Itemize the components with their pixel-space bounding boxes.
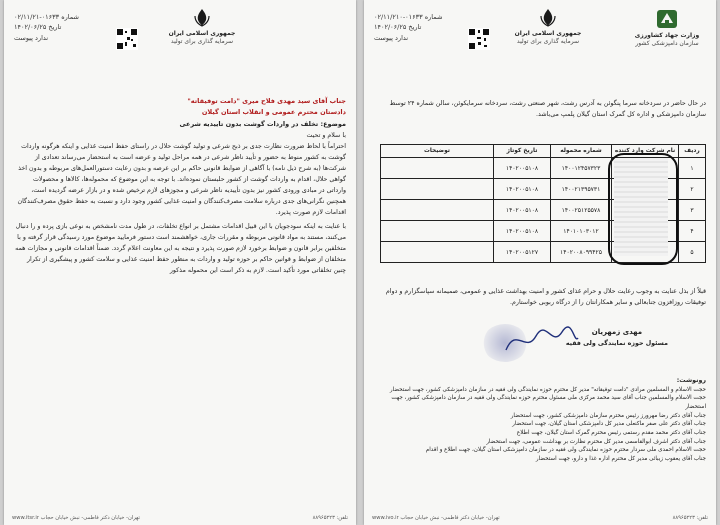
letter-page-right: [364, 0, 716, 525]
table-cell: [381, 242, 494, 263]
table-cell: [381, 221, 494, 242]
signatory-name: مهدی زمهریان: [591, 328, 643, 336]
org-name: جمهوری اسلامی ایران: [168, 30, 236, 37]
table-cell: ۱۴۰۲۰۰۵۱۰۸: [494, 221, 551, 242]
iran-emblem-icon: [192, 8, 212, 28]
copies-label: رونوشت:: [676, 377, 706, 384]
addressee-title: دادستان محترم عمومی و انقلاب استان گیلان: [201, 108, 346, 117]
table-cell: ۱۴۰۲۰۰۵۱۰۸: [494, 158, 551, 179]
table-cell: ۳: [679, 200, 706, 221]
table-cell: [381, 200, 494, 221]
table-cell: ۱۴۰۱۰۱۰۳۰۱۲: [551, 221, 612, 242]
letter-number-label: شماره: [424, 13, 443, 21]
letter-number: ۰۲/۱۱/۲۱-۰۱۶۳۳: [14, 13, 60, 21]
closing-paragraph: قبلاً از بذل عنایت به وجوب رعایت حلال و حرام غذای کشور و امنیت بهداشت غذایی و عمومی، صمیمانه سپاسگزارم و دوام توفیقات روزافزون جنابعالی و سایر همکارانتان را از درگاه ربوبی خواستارم.: [385, 288, 706, 307]
letter-attachment-label: پیوست: [374, 33, 393, 42]
table-cell: ۱۴۰۲۰۰۵۱۲۷: [494, 242, 551, 263]
letter-meta-right: [374, 12, 442, 43]
table-cell: ۲: [679, 179, 706, 200]
letter-attachment: ندارد: [395, 33, 409, 42]
letter-attachment-label: پیوست: [14, 33, 33, 42]
table-cell: ۵: [679, 242, 706, 263]
letter-number-label: شماره: [61, 13, 79, 21]
column-header: نام شرکت وارد کننده: [612, 145, 679, 158]
jihad-agriculture-logo-icon: [655, 8, 679, 30]
table-cell: ۱۴۰۲۰۰۸۰۹۹۴۲۵: [551, 242, 612, 263]
qr-code-icon: [468, 28, 490, 50]
column-header: تاریخ کوتاژ: [494, 145, 551, 158]
intro-paragraph: در حال حاضر در سردخانه سرما پنگوئن به آدرس رشت، شهر صنعتی رشت، سردخانه سرمایکوئن، سالن شماره ۲۴ توسط سازمان دامپزشکی و اداره کل گمرک استان گیلان پلمپ می‌باشد.: [389, 100, 706, 119]
letter-body: [14, 96, 346, 279]
closing-block: [374, 286, 706, 311]
letter-date-label: تاریخ: [48, 23, 62, 32]
signature-block: [566, 326, 668, 349]
table-cell: [381, 179, 494, 200]
list-item: جناب آقای دکتر اشرف ابوالقاسمی مدیر کل محترم نظارت بر بهداشت عمومی، جهت استحضار: [486, 438, 706, 445]
copies-list: [374, 376, 706, 464]
org-slogan: سرمایه گذاری برای تولید: [170, 37, 234, 45]
letter-page-left: [4, 0, 356, 525]
list-item: جناب آقای یعقوب زیبائی مدیر کل محترم اداره غذا و دارو، جهت استحضار: [535, 456, 706, 462]
list-item: حجت الاسلام و المسلمین مرادی "دامت توفیقاته" مدیر کل محترم حوزه نمایندگی ولی فقیه در سازمان دامپزشکی کشور، جهت استحضار: [389, 386, 706, 393]
list-item: جناب آقای دکتر محمد مقدم رستمی رئیس محترم گمرک استان گیلان، جهت اطلاع: [516, 430, 706, 437]
footer-phone: تلفن: ۸۸۹۶۵۲۲۳: [672, 515, 708, 521]
highlight-circle: [608, 153, 678, 265]
table-cell: ۱۴۰۲۰۰۵۱۰۸: [494, 179, 551, 200]
column-header: ردیف: [679, 145, 706, 158]
table-cell: ۱۴۰۲۰۰۵۱۰۸: [494, 200, 551, 221]
table-cell: ۱: [679, 158, 706, 179]
list-item: حجت الاسلام احمدی ملی سردار محترم حوزه نمایندگی ولی فقیه در سازمان دامپزشکی استان گیلان، جهت اطلاع و اقدام: [425, 447, 706, 454]
paragraph-1: احتراماً با لحاظ ضرورت نظارت جدی بر ذبح شرعی و تولید گوشت حلال در راستای حفظ امنیت غذایی و اینکه هرگونه واردات گوشت به کشور منوط به حضور و تأیید ناظر شرعی در همه مراحل تولید و عرضه است به استحضار می‌رساند تعدادی از شرکت‌ها (به شرح ذیل نامه) با آگاهی از ضوابط قانونی حاکم بر این عرصه و بدون رعایت دستورالعمل‌های مربوطه و بدون اخذ گواهی حلال، اقدام به واردات گوشت از کشور حلبستان نموده‌اند. با توجه به این موضوع که محموله‌ها، کالاها و محصولات وارداتی در مبادی ورودی کشور نیز بدون تأییدیه ناظر شرعی و مجوزهای لازم ترخیص شده و در بازار عرضه گردیده است، همچنین نگرانی‌های جدی درباره سلامت مصرف‌کنندگان و امنیت غذایی کشور وجود دارد و نسبت به حفظ حقوق مصرف‌کنندگان اقدامات لازم صورت پذیرد.: [17, 143, 346, 217]
footer-phone: تلفن: ۸۸۹۶۵۲۲۳: [312, 515, 348, 521]
table-cell: ۴: [679, 221, 706, 242]
letter-date: ۱۴۰۲/۰۶/۲۵: [374, 23, 407, 32]
list-item: جناب آقای دکتر رضا مهرورز رئیس محترم سازمان دامپزشکی کشور، جهت استحضار: [510, 412, 706, 419]
iran-emblem: [162, 8, 242, 46]
iran-emblem: [512, 8, 584, 46]
org-name: جمهوری اسلامی ایران: [514, 30, 582, 37]
subject-line: موضوع: تخلف در واردات گوشت بدون تاییدیه شرعی: [179, 119, 346, 128]
signatory-title: مسئول حوزه نمایندگی ولی فقیه: [565, 340, 668, 348]
table-cell: ۱۴۰۰۲۱۳۹۵۷۳۱: [551, 179, 612, 200]
column-header: شماره محموله: [551, 145, 612, 158]
table-cell: [381, 158, 494, 179]
letter-meta: [14, 12, 79, 43]
letter-attachment: ندارد: [35, 33, 49, 42]
ministry-logo: [626, 8, 708, 48]
ministry-name: وزارت جهاد کشاورزی: [634, 32, 700, 39]
letter-date: ۱۴۰۲/۰۶/۲۵: [14, 23, 47, 32]
footer-address: www.ivo.ir تهران- خیابان دکتر فاطمی- نبش خیابان حجاب: [372, 515, 500, 521]
table-cell: ۱۴۰۰۲۵۱۲۵۵۷۸: [551, 200, 612, 221]
greeting: با سلام و تحیت: [306, 132, 346, 140]
letter-intro: [374, 98, 706, 123]
addressee: جناب آقای سید مهدی فلاح میری "دامت توفیقاته": [187, 97, 346, 105]
org-slogan: سرمایه گذاری برای تولید: [516, 37, 580, 45]
table-cell: ۱۴۰۰۱۲۴۵۷۳۲۳: [551, 158, 612, 179]
paragraph-2: با عنایت به اینکه سودجویان با این قبیل اقدامات مشتمل بر انواع تخلفات، در طول مدت نامشخص به نوعی بازی پرده و را دنبال می‌کنند، مستند به مواد قانونی مربوطه و مقررات جاری، خواهشمند است دستور فرمایید موضوع مورد رسیدگی قرار گرفته و با متخلفین برابر قانون و ضوابط برخورد لازم صورت پذیرد و نتیجه به این معاونت اعلام گردد. ضمناً اقدامات قانونی و مجازات همه متخلفان از ضوابط و قوانین حاکم بر حوزه تولید و واردات به منظور حفظ امنیت غذایی و سلامت کشور و پیشگیری از تکرار چنین تخلفاتی مورد تأکید است. لازم به ذکر است این محموله مذکور: [15, 223, 346, 275]
footer-address: www.itsr.ir تهران- خیابان دکتر فاطمی- نبش خیابان حجاب: [12, 515, 140, 521]
letter-number: ۰۲/۱۱/۲۱۰-۰۱۶۳۳: [374, 13, 423, 21]
organization-name: سازمان دامپزشکی کشور: [635, 39, 699, 47]
column-header: توضیحات: [381, 145, 494, 158]
list-item: حجت الاسلام والمسلمین جناب آقای سید محمد مرکزی ملی مسئول محترم حوزه نمایندگی ولی فقیه در سازمان دامپزشکی کشور، جهت استحضار: [391, 395, 706, 411]
qr-code-icon: [116, 28, 138, 50]
list-item: جناب آقای دکتر علی صفر ماکنعلی مدیر کل دامپزشکی استان گیلان، جهت استحضار: [512, 421, 706, 428]
letter-date-label: تاریخ: [408, 23, 422, 32]
iran-emblem-icon: [538, 8, 558, 28]
